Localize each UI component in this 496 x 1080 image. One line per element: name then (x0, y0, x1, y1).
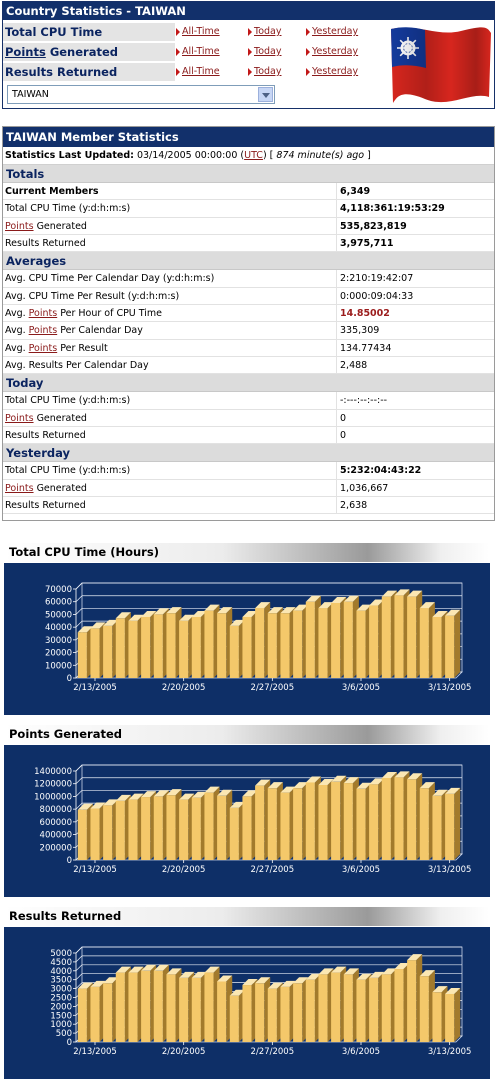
avg-points-per-hour-prefix: Avg. (5, 307, 29, 319)
bar-front (268, 989, 277, 1042)
totals-points-label-rest: Generated (33, 220, 87, 232)
stat-row (3, 322, 494, 339)
points-chart-title: Points Generated (4, 725, 489, 744)
bar-front (103, 805, 112, 860)
avg-points-per-result-prefix: Avg. (5, 342, 29, 354)
bar-front (255, 786, 264, 860)
bar-front (217, 796, 226, 860)
bar-front (331, 973, 340, 1042)
yesterday-results-value: 2,638 (336, 497, 367, 513)
bar (445, 788, 460, 860)
stat-row (3, 480, 494, 497)
points-all-time-link[interactable]: All-Time (175, 43, 220, 61)
totals-cpu-value: 4,118:361:19:53:29 (336, 200, 445, 216)
bar-side (454, 788, 460, 860)
bar-front (293, 788, 302, 860)
bar-side (454, 988, 460, 1042)
cpu-chart-title: Total CPU Time (Hours) (4, 543, 489, 562)
bar-front (280, 613, 289, 678)
points-generated-label-points[interactable]: Points (5, 45, 46, 59)
y-grid-depth (76, 765, 82, 771)
bar (445, 610, 460, 678)
bar-front (394, 777, 403, 860)
cpu-yesterday-link[interactable]: Yesterday (305, 23, 358, 41)
avg-points-per-day-label (5, 322, 143, 339)
stat-row (3, 462, 494, 479)
today-results-value: 0 (336, 427, 346, 443)
x-tick-label: 3/13/2005 (427, 1047, 472, 1057)
avg-cpu-per-day-label: Avg. CPU Time Per Calendar Day (y:d:h:m:s) (5, 273, 215, 285)
bar-front (331, 782, 340, 860)
y-tick-label: 1500 (50, 1011, 72, 1022)
points-link[interactable]: Points (28, 307, 58, 319)
stat-row (3, 497, 494, 514)
bar-front (242, 617, 251, 678)
x-tick-label: 3/13/2005 (427, 865, 472, 875)
x-tick-label: 2/13/2005 (73, 865, 117, 875)
chevron-down-icon[interactable] (258, 87, 273, 102)
x-tick-label: 2/27/2005 (250, 865, 295, 875)
totals-points-label (5, 218, 87, 235)
totals-cpu-label: Total CPU Time (y:d:h:m:s) (5, 203, 131, 215)
bar-front (268, 788, 277, 860)
bar-front (306, 782, 315, 860)
bar-front (293, 611, 302, 678)
avg-cpu-per-result-label: Avg. CPU Time Per Result (y:d:h:m:s) (5, 290, 180, 302)
y-grid-depth (76, 608, 82, 614)
last-updated-row (3, 147, 494, 165)
y-tick-label: 40000 (44, 623, 72, 634)
y-tick-label: 4000 (50, 966, 72, 977)
yesterday-points-label (5, 480, 87, 497)
bar-front (204, 793, 213, 860)
bar-front (90, 628, 99, 678)
y-tick-label: 20000 (44, 648, 72, 659)
avg-points-per-day-prefix: Avg. (5, 325, 29, 337)
bar-front (344, 783, 353, 860)
y-tick-label: 3000 (50, 984, 72, 995)
bar-front (217, 981, 226, 1042)
points-generated-chart (4, 745, 490, 897)
results-returned-row (3, 63, 386, 81)
bar-front (204, 611, 213, 678)
bar-front (293, 983, 302, 1042)
bar-front (255, 608, 264, 678)
stat-row (3, 357, 494, 374)
bar-front (369, 978, 378, 1042)
x-tick-label: 3/13/2005 (427, 683, 472, 693)
bar-front (255, 983, 264, 1042)
y-tick-label: 0 (66, 856, 72, 866)
avg-points-per-result-label (5, 340, 108, 357)
y-tick-label: 30000 (44, 635, 72, 646)
results-today-link[interactable]: Today (247, 63, 281, 81)
y-tick-label: 1000000 (34, 792, 72, 803)
y-tick-label: 10000 (44, 661, 72, 672)
bar-front (344, 974, 353, 1042)
stat-row (3, 427, 494, 444)
bar-front (116, 618, 125, 678)
bar-front (90, 987, 99, 1042)
points-link[interactable]: Points (5, 412, 34, 424)
bar-front (280, 793, 289, 860)
bar-front (318, 608, 327, 678)
y-tick-label: 800000 (39, 805, 72, 816)
bar-front (154, 614, 163, 678)
points-link[interactable]: Points (5, 220, 34, 232)
today-points-value: 0 (336, 410, 346, 426)
stat-row (3, 218, 494, 235)
x-tick-label: 2/27/2005 (250, 1047, 295, 1057)
bar-front (179, 621, 188, 678)
x-tick-label: 2/27/2005 (250, 683, 295, 693)
y-tick-label: 1400000 (34, 767, 72, 777)
bar-front (217, 613, 226, 678)
yesterday-results-label: Results Returned (5, 499, 86, 511)
bar-front (382, 597, 391, 678)
bar-front (230, 996, 239, 1042)
avg-cpu-per-result-value: 0:000:09:04:33 (336, 288, 413, 304)
bar-front (179, 800, 188, 860)
stat-row (3, 410, 494, 427)
bar-front (356, 980, 365, 1042)
y-tick-label: 2500 (50, 993, 72, 1004)
yesterday-points-label-rest: Generated (33, 482, 87, 494)
bar-front (141, 971, 150, 1042)
bar-front (344, 602, 353, 678)
y-tick-label: 200000 (39, 843, 72, 854)
yesterday-cpu-value: 5:232:04:43:22 (336, 462, 421, 478)
bar-front (394, 969, 403, 1042)
x-tick-label: 3/6/2005 (341, 683, 381, 693)
cpu-time-chart (4, 563, 490, 715)
results-returned-chart-svg (4, 927, 490, 1079)
today-results-label: Results Returned (5, 429, 86, 441)
results-returned-chart (4, 927, 490, 1079)
bar-front (445, 794, 454, 860)
bar-front (103, 983, 112, 1042)
bar-side (454, 610, 460, 678)
plot-area (50, 947, 471, 1057)
bar-front (78, 810, 87, 860)
x-tick-label: 2/13/2005 (73, 683, 117, 693)
y-tick-label: 50000 (44, 610, 72, 621)
bar-front (356, 789, 365, 860)
bar-front (166, 974, 175, 1042)
bar-front (407, 597, 416, 678)
points-generated-chart-svg (4, 745, 490, 897)
results-chart-title: Results Returned (4, 907, 489, 926)
stat-row (3, 200, 494, 217)
bar-front (242, 985, 251, 1042)
bar-front (306, 602, 315, 678)
avg-cpu-per-day-value: 2:210:19:42:07 (336, 270, 413, 286)
bar-front (141, 797, 150, 860)
y-grid-depth (76, 956, 82, 962)
yesterday-points-value: 1,036,667 (336, 480, 388, 496)
last-updated-value: 03/14/2005 00:00:00 ( (133, 150, 245, 161)
member-statistics-title: TAIWAN Member Statistics (3, 127, 494, 147)
total-cpu-time-label: Total CPU Time (3, 23, 175, 41)
stat-row (3, 288, 494, 305)
y-tick-label: 60000 (44, 597, 72, 608)
bar-front (90, 809, 99, 860)
bar-front (78, 632, 87, 678)
last-updated-end: ] (364, 150, 371, 161)
utc-link[interactable]: UTC (244, 150, 263, 161)
bar-front (306, 980, 315, 1042)
stat-row (3, 235, 494, 252)
bar-front (78, 989, 87, 1042)
bar-front (394, 595, 403, 678)
y-tick-label: 0 (66, 674, 72, 684)
totals-points-value: 535,823,819 (336, 218, 407, 234)
bar-front (116, 801, 125, 860)
plot-area (45, 583, 472, 693)
today-cpu-label: Total CPU Time (y:d:h:m:s) (5, 395, 131, 407)
y-grid-depth (76, 974, 82, 980)
bar-front (432, 992, 441, 1042)
stat-row (3, 183, 494, 200)
y-grid-depth (76, 947, 82, 953)
y-tick-label: 500 (55, 1029, 72, 1040)
bar-front (369, 606, 378, 678)
x-tick-label: 3/6/2005 (341, 1047, 381, 1057)
bar-front (166, 613, 175, 678)
bar-front (128, 800, 137, 860)
results-all-time-link[interactable]: All-Time (175, 63, 220, 81)
bar-front (445, 994, 454, 1042)
bar-front (369, 784, 378, 860)
current-members-value: 6,349 (336, 183, 370, 199)
y-grid-depth (76, 778, 82, 784)
bar-front (432, 617, 441, 678)
country-select-value: TAIWAN (12, 89, 49, 100)
bar-front (230, 626, 239, 678)
y-tick-label: 4500 (50, 957, 72, 968)
bar-front (382, 778, 391, 860)
y-tick-label: 3500 (50, 975, 72, 986)
y-grid-depth (76, 621, 82, 627)
cpu-all-time-link[interactable]: All-Time (175, 23, 220, 41)
avg-results-per-day-label: Avg. Results Per Calendar Day (5, 359, 149, 371)
points-link[interactable]: Points (5, 482, 34, 494)
cpu-time-chart-svg (4, 563, 490, 715)
y-tick-label: 400000 (39, 830, 72, 841)
bar-front (242, 796, 251, 860)
country-statistics-panel (2, 1, 495, 109)
points-yesterday-link[interactable]: Yesterday (305, 43, 358, 61)
avg-points-per-hour-value: 14.85002 (336, 305, 390, 321)
y-tick-label: 70000 (44, 585, 72, 595)
current-members-label: Current Members (5, 186, 99, 197)
bar-front (420, 608, 429, 678)
y-tick-label: 1000 (50, 1020, 72, 1031)
yesterday-cpu-label: Total CPU Time (y:d:h:m:s) (5, 465, 131, 477)
bar-front (128, 973, 137, 1042)
bar-front (445, 616, 454, 678)
bar-front (179, 978, 188, 1042)
cpu-today-link[interactable]: Today (247, 23, 281, 41)
y-grid-depth (76, 596, 82, 602)
points-link[interactable]: Points (28, 325, 58, 337)
avg-points-per-day-value: 335,309 (336, 322, 379, 338)
bar-front (407, 779, 416, 860)
bar-front (116, 973, 125, 1042)
today-section-header: Today (3, 374, 494, 392)
bar-front (268, 613, 277, 678)
stat-row (3, 305, 494, 322)
y-tick-label: 2000 (50, 1002, 72, 1013)
bar-front (420, 976, 429, 1042)
bar-front (166, 795, 175, 860)
minutes-ago: 874 minute(s) ago (276, 150, 365, 161)
bar-front (204, 973, 213, 1042)
last-updated-label: Statistics Last Updated: (5, 150, 134, 161)
points-today-link[interactable]: Today (247, 43, 281, 61)
avg-points-per-result-value: 134.77434 (336, 340, 391, 356)
y-grid-depth (76, 790, 82, 796)
results-returned-label: Results Returned (3, 63, 175, 81)
y-tick-label: 5000 (50, 949, 72, 959)
bar-front (318, 974, 327, 1042)
avg-points-per-hour-label (5, 305, 162, 322)
totals-results-label: Results Returned (5, 237, 86, 249)
bar-front (192, 617, 201, 678)
bar-front (420, 788, 429, 860)
bar-front (382, 974, 391, 1042)
bar-front (103, 626, 112, 678)
averages-section-header: Averages (3, 252, 494, 270)
stat-row (3, 340, 494, 357)
x-tick-label: 2/20/2005 (161, 683, 206, 693)
bar-front (192, 798, 201, 860)
y-tick-label: 1200000 (34, 779, 72, 790)
bar-front (356, 611, 365, 678)
avg-points-per-result-suffix: Per Result (57, 342, 108, 354)
points-generated-label-rest: Generated (45, 45, 119, 59)
stat-row (3, 270, 494, 287)
bar-front (141, 617, 150, 678)
plot-area (34, 765, 471, 875)
bar-front (154, 796, 163, 860)
totals-results-value: 3,975,711 (336, 235, 394, 251)
taiwan-flag-icon (389, 23, 493, 112)
bar-front (407, 960, 416, 1042)
results-yesterday-link[interactable]: Yesterday (305, 63, 358, 81)
y-tick-label: 600000 (39, 817, 72, 828)
bar-front (192, 978, 201, 1042)
y-grid-depth (76, 583, 82, 589)
stat-row (3, 392, 494, 409)
y-tick-label: 0 (66, 1038, 72, 1048)
points-link[interactable]: Points (28, 342, 58, 354)
points-generated-label (3, 43, 175, 61)
yesterday-section-header: Yesterday (3, 444, 494, 462)
today-points-label-rest: Generated (33, 412, 87, 424)
x-tick-label: 3/6/2005 (341, 865, 381, 875)
today-points-label (5, 410, 87, 427)
bar (445, 988, 460, 1042)
y-grid-depth (76, 965, 82, 971)
bar-front (432, 796, 441, 860)
bar-front (331, 603, 340, 678)
bar-front (230, 808, 239, 860)
x-tick-label: 2/20/2005 (161, 865, 206, 875)
avg-points-per-hour-suffix: Per Hour of CPU Time (57, 307, 163, 319)
x-tick-label: 2/13/2005 (73, 1047, 117, 1057)
totals-section-header: Totals (3, 165, 494, 183)
total-cpu-time-row (3, 23, 386, 41)
x-tick-label: 2/20/2005 (161, 1047, 206, 1057)
member-statistics-panel (2, 126, 495, 521)
bar-front (280, 987, 289, 1042)
today-cpu-value: -:---:--:--:-- (336, 392, 387, 408)
avg-points-per-day-suffix: Per Calendar Day (57, 325, 143, 337)
bar-front (318, 785, 327, 860)
last-updated-close: ) [ (262, 150, 277, 161)
points-generated-row (3, 43, 386, 61)
country-statistics-title: Country Statistics - TAIWAN (3, 2, 494, 20)
bar-front (154, 971, 163, 1042)
avg-results-per-day-value: 2,488 (336, 357, 367, 373)
country-select[interactable] (7, 85, 275, 104)
bar-front (128, 621, 137, 678)
